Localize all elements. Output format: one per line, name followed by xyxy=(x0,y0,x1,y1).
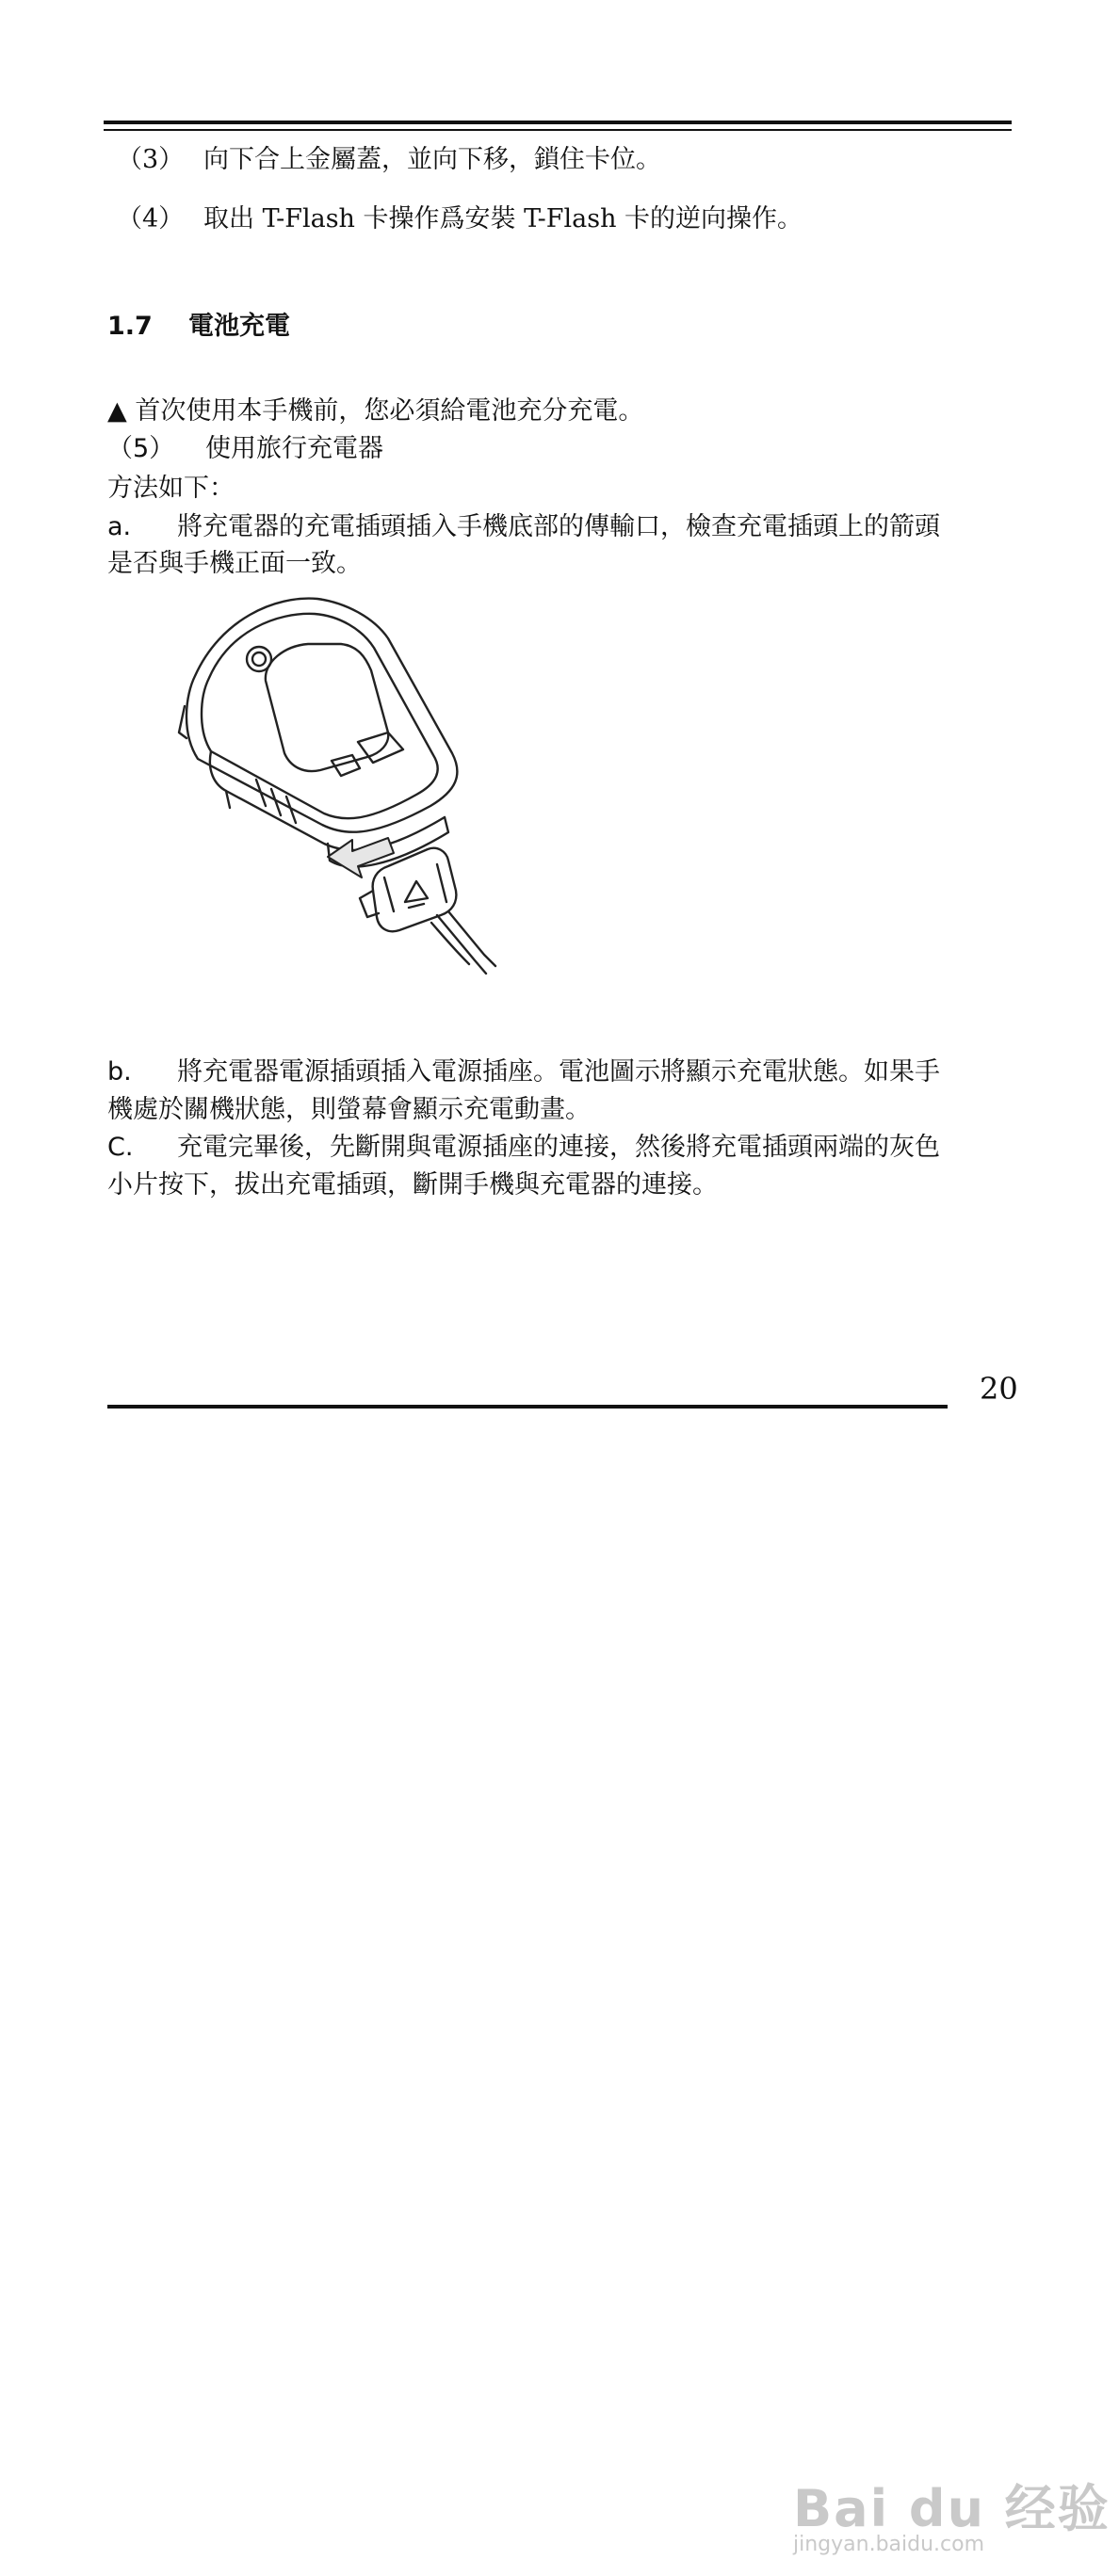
item-a-line1 xyxy=(107,511,940,543)
item-text: 充電完畢後，先斷開與電源插座的連接，然後將充電插頭兩端的灰色 xyxy=(177,1133,940,1162)
page-number: 20 xyxy=(980,1371,1018,1407)
step-number: （4） xyxy=(117,204,185,233)
phone-hinge xyxy=(210,751,445,850)
step-text: 取出 T-Flash 卡操作爲安裝 T-Flash 卡的逆向操作。 xyxy=(203,204,803,233)
insert-arrow xyxy=(328,838,394,877)
baidu-watermark-logo: Bai du 经验 xyxy=(793,2479,1111,2538)
header-rule-thin xyxy=(104,129,1012,131)
section-title: 電池充電 xyxy=(188,312,290,341)
step-number: （3） xyxy=(117,145,185,174)
footer-rule xyxy=(107,1405,948,1409)
item-b-line2: 機處於關機狀態，則螢幕會顯示充電動畫。 xyxy=(107,1095,591,1124)
step-4 xyxy=(117,203,803,235)
phone-screen xyxy=(266,644,388,771)
baidu-watermark-url: jingyan.baidu.com xyxy=(793,2533,985,2556)
item-a-line2: 是否與手機正面一致。 xyxy=(107,549,362,578)
item-label: a. xyxy=(107,512,132,541)
item-c-line1 xyxy=(107,1132,940,1164)
subsection-5 xyxy=(107,433,383,465)
item-c-line2: 小片按下，拔出充電插頭，斷開手機與充電器的連接。 xyxy=(107,1170,718,1199)
section-heading xyxy=(107,311,290,343)
phone-charger-illustration xyxy=(105,591,652,987)
method-line: 方法如下： xyxy=(107,474,235,503)
charge-notice: ▲ 首次使用本手機前，您必須給電池充分充電。 xyxy=(107,396,644,426)
section-number: 1.7 xyxy=(107,312,153,341)
item-text: 將充電器電源插頭插入電源插座。電池圖示將顯示充電狀態。如果手 xyxy=(177,1057,940,1087)
header-rule-thick xyxy=(104,121,1012,124)
item-text: 將充電器的充電插頭插入手機底部的傳輸口，檢查充電插頭上的箭頭 xyxy=(177,512,940,541)
side-button xyxy=(179,706,186,738)
charger-cable xyxy=(437,911,495,974)
camera-lens xyxy=(247,647,271,671)
subsection-number: （5） xyxy=(107,434,175,463)
step-text: 向下合上金屬蓋，並向下移，鎖住卡位。 xyxy=(203,145,661,174)
item-label: b. xyxy=(107,1057,132,1087)
plug-arrow-mark xyxy=(405,881,428,902)
item-label: C. xyxy=(107,1133,134,1162)
item-b-line1 xyxy=(107,1056,940,1088)
subsection-text: 使用旅行充電器 xyxy=(205,434,383,463)
step-3 xyxy=(117,144,661,176)
